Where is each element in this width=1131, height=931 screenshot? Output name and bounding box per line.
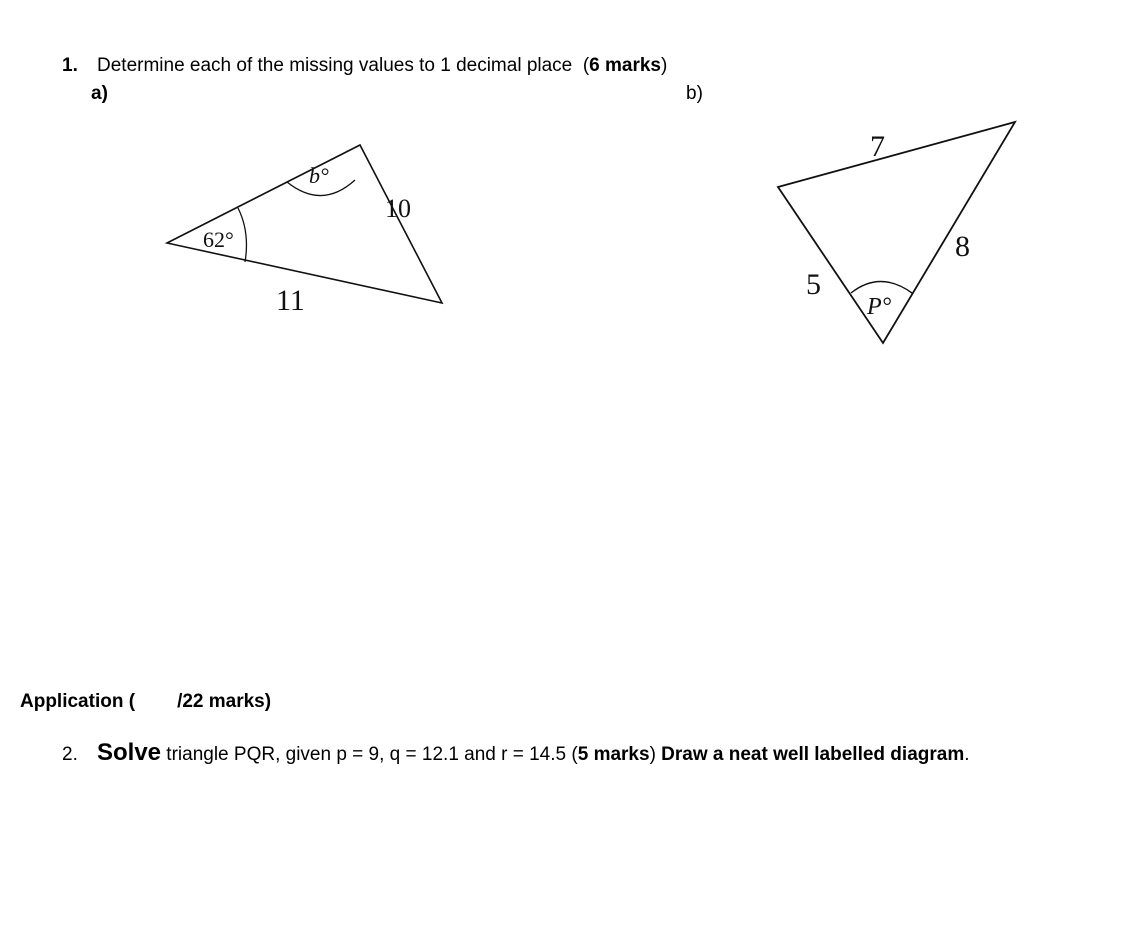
question-2-end: . — [964, 744, 970, 765]
application-heading — [20, 691, 271, 713]
question-1-text: Determine each of the missing values to 1 decimal place — [97, 55, 573, 76]
angle-62-arc — [238, 208, 246, 262]
question-2-number: 2. — [62, 744, 78, 765]
triangle-b-outline — [778, 122, 1015, 343]
angle-p-label: P° — [867, 294, 892, 320]
question-2-marks: 5 marks — [577, 744, 650, 765]
question-2-keyword: Solve — [97, 739, 162, 766]
triangle-a-outline — [167, 145, 442, 303]
side-7-label: 7 — [870, 130, 885, 163]
question-2-text: triangle PQR, given p = 9, q = 12.1 and r = 14.5 ( — [161, 744, 578, 765]
part-a-label: a) — [91, 83, 108, 104]
angle-p-arc — [851, 282, 912, 294]
question-1-number: 1. — [62, 55, 78, 76]
application-suffix: /22 marks) — [177, 691, 272, 712]
side-11-label: 11 — [276, 284, 305, 317]
part-b-label: b) — [686, 83, 703, 104]
question-1-marks-close: ) — [660, 55, 668, 76]
side-10-label: 10 — [385, 194, 411, 223]
question-1-marks-open: ( — [582, 55, 590, 76]
question-1-marks: 6 marks — [589, 55, 661, 76]
angle-62-label: 62° — [203, 227, 234, 252]
angle-b-label: b° — [309, 163, 329, 188]
question-2 — [62, 739, 970, 767]
question-2-marks-close: ) — [649, 744, 656, 765]
question-2-instruction: Draw a neat well labelled diagram — [655, 744, 965, 765]
triangle-b — [778, 122, 1015, 343]
side-5-label: 5 — [806, 268, 821, 301]
triangle-a — [167, 145, 442, 317]
application-prefix: Application ( — [20, 691, 136, 712]
side-8-label: 8 — [955, 230, 970, 263]
